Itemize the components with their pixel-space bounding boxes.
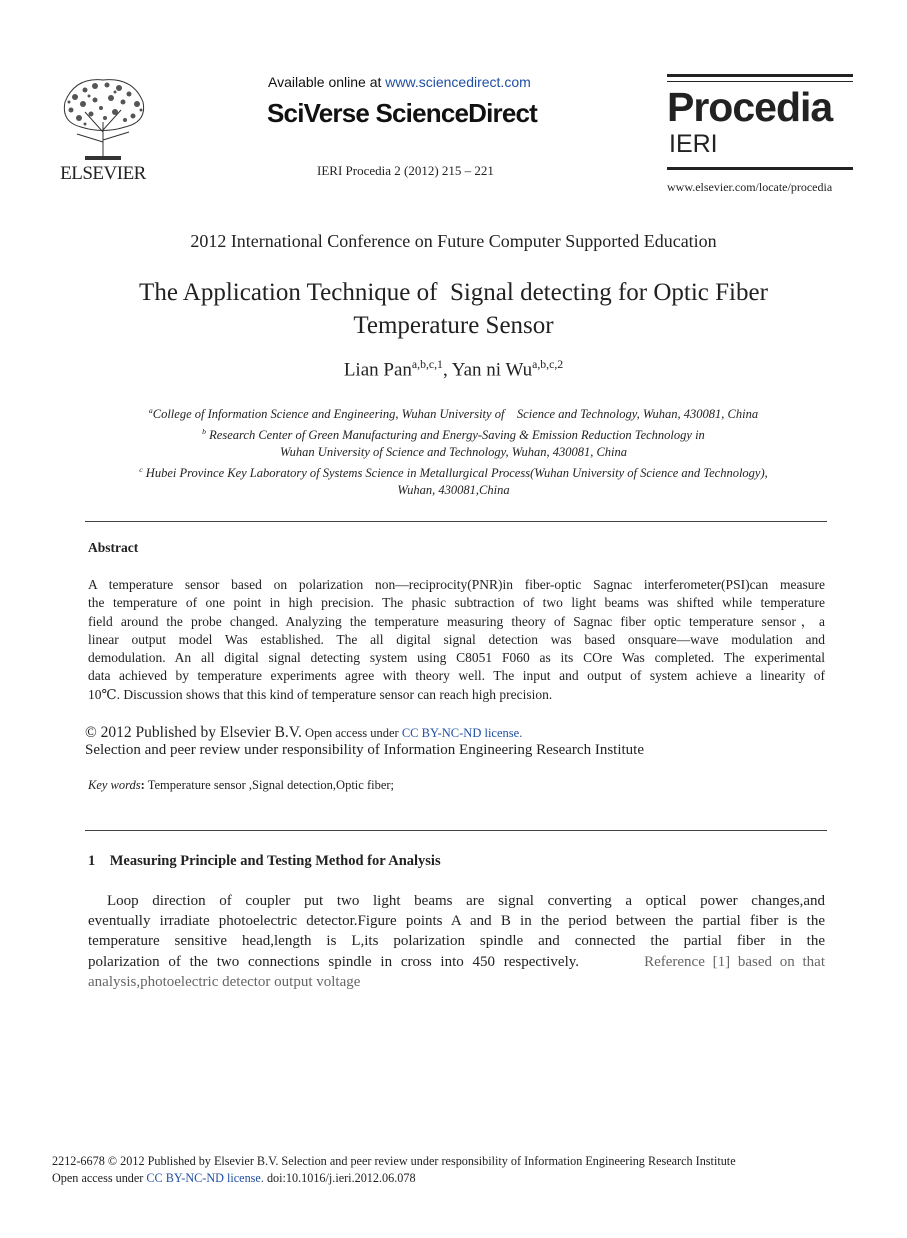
keywords-colon: : [140,778,145,792]
author-affil-marks: a,b,c,1 [411,358,443,371]
affiliation-c: $^c$ Hubei Province Key Laboratory of Systems Science in Metallurgical Process(Wuhan University of Science and Technology), [139,465,768,481]
paper-title [0,276,907,342]
copyright-text: © 2012 Published by Elsevier B.V. [85,724,302,741]
abstract-line: A temperature sensor based on polarization non—reciprocity(PNR)in fiber-optic Sagnac interferometer(PSI)can measure [88,577,825,592]
author-separator: , [442,359,452,381]
abstract-line: field around the probe changed. Analyzing the temperature measuring theory of Sagnac fiber optic temperature sensor，a [88,613,825,629]
copyright-line [85,724,522,742]
keywords [88,778,394,793]
elsevier-tree-icon [55,72,151,162]
license-link[interactable]: CC BY-NC-ND license. [401,726,523,740]
divider-bottom [85,830,827,831]
title-line-2: Temperature Sensor [353,312,554,339]
section-body [88,891,825,992]
body-line: Loop direction of coupler put two light beams are signal converting a optical power changes,and [107,893,825,909]
procedia-top-rule-thin [667,81,853,82]
footer-doi[interactable]: doi:10.1016/j.ieri.2012.06.078 [263,1171,416,1185]
abstract-body [88,576,825,704]
journal-url[interactable]: www.elsevier.com/locate/procedia [667,180,833,194]
peer-review-line: Selection and peer review under responsibility of Information Engineering Research Institute [85,742,644,758]
abstract-line: demodulation. An all digital signal detecting system using C8051 F060 as its COre Was completed. The experimental [88,650,825,666]
publisher-name: ELSEVIER [60,163,146,184]
platform-logo: SciVerse ScienceDirect [267,98,538,128]
citation: IERI Procedia 2 (2012) 215 – 221 [317,163,494,178]
body-line [88,952,825,972]
available-online [268,74,531,90]
footer-open-access: Open access under [52,1171,147,1185]
body-line: analysis,photoelectric detector output voltage [88,973,361,990]
abstract-line: the temperature of one point in high precision. The phasic subtraction of two light beams was shifted while temperature [88,595,825,611]
abstract-line: 10℃. Discussion shows that this kind of temperature sensor can reach high precision. [88,686,553,702]
keywords-label: Key words [88,778,141,792]
body-line: temperature sensitive head,length is L,its polarization spindle and connected the partial fiber in the [88,933,825,950]
divider-top [85,521,827,522]
title-line-1: The Application Technique of Signal detecting for Optic Fiber [139,279,768,306]
abstract-line: data achieved by temperature experiments agree with theory well. The input and output of system achieve a linearity of [88,668,825,684]
author-name: Yan ni Wu [451,359,533,381]
body-line: eventually irradiate photoelectric detector.Figure points A and B in the period between the partial fiber is the [88,913,825,930]
procedia-logo [667,74,853,180]
open-access-text: Open access under [301,726,402,740]
author-affil-marks: a,b,c,2 [532,358,564,371]
abstract-line: linear output model Was established. The all digital signal detection was based onsquare—wave modulation and [88,631,825,647]
section-heading: 1 Measuring Principle and Testing Method for Analysis [88,853,441,869]
author-name: Lian Pan [343,359,412,381]
abstract-heading: Abstract [88,540,139,555]
body-line-main: polarization of the two connections spindle in cross into 450 respectively. [88,953,580,970]
affiliation-c-cont: Wuhan, 430081,China [397,483,510,498]
journal-sub: IERI [669,130,718,158]
available-prefix: Available online at [268,74,386,90]
authors [0,358,907,381]
footer-line-1: 2212-6678 © 2012 Published by Elsevier B.V. Selection and peer review under responsibility of Information Engineering Research Institute [52,1154,736,1168]
affiliation-b-cont: Wuhan University of Science and Technology, Wuhan, 430081, China [279,445,628,460]
affiliation-b: $^b$ Research Center of Green Manufacturing and Energy-Saving & Emission Reduction Technology in [202,427,705,443]
affiliation-a: $^a$College of Information Science and Engineering, Wuhan University of Science and Technology, Wuhan, 430081, China [148,406,759,422]
procedia-bottom-rule [667,167,853,170]
body-line-tail: Reference [1] based on that [644,953,825,970]
affiliations [0,402,907,499]
journal-name: Procedia [667,84,833,130]
elsevier-logo [55,72,151,184]
conference-name: 2012 International Conference on Future Computer Supported Education [190,231,717,251]
footer-line-2 [52,1171,416,1186]
sciencedirect-link[interactable]: www.sciencedirect.com [385,74,531,90]
keywords-text: Temperature sensor ,Signal detection,Optic fiber; [144,778,395,792]
footer-license-link[interactable]: CC BY-NC-ND license. [146,1171,264,1185]
procedia-top-rule [667,74,853,77]
